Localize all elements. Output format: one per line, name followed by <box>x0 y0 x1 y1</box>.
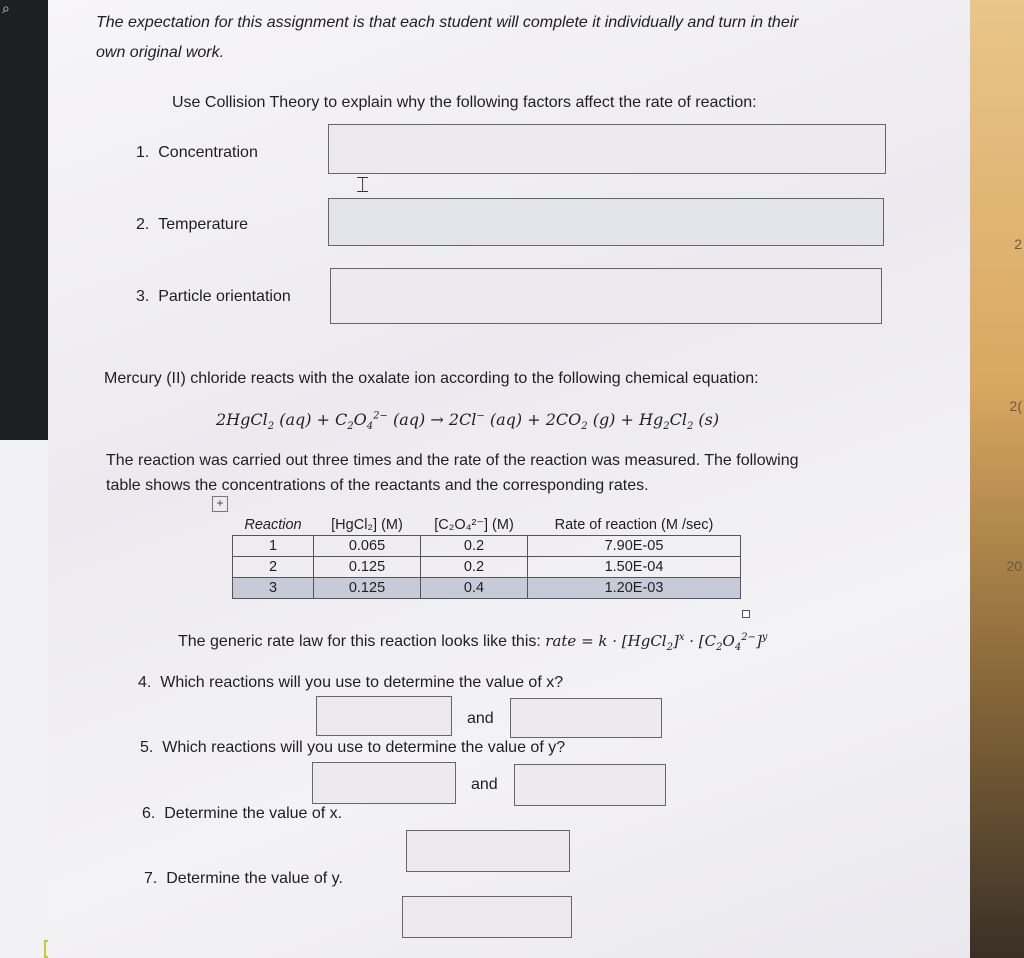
question-5 <box>140 739 565 757</box>
item-2-number: 2. <box>136 216 150 233</box>
edge-number: 2( <box>1009 398 1022 414</box>
item-3 <box>136 288 291 306</box>
table-cell: 0.4 <box>421 578 528 599</box>
intro-line-2: own original work. <box>96 44 225 61</box>
header-reaction: Reaction <box>244 517 302 533</box>
right-background <box>970 0 1024 958</box>
question-7 <box>144 870 343 888</box>
collision-heading: Use Collision Theory to explain why the following factors affect the rate of reaction: <box>172 94 757 111</box>
question-4-number: 4. <box>138 674 152 691</box>
left-window-strip <box>0 0 48 958</box>
description-line-2: table shows the concentrations of the reactants and the corresponding rates. <box>106 477 649 494</box>
description-line-1: The reaction was carried out three times and the rate of the reaction was measured. The following <box>106 452 799 469</box>
item-1-label: Concentration <box>158 144 258 161</box>
table-cell: 0.2 <box>421 536 528 557</box>
header-rate: Rate of reaction (M /sec) <box>554 517 714 533</box>
q5-connector: and <box>471 776 498 793</box>
q7-answer-box[interactable] <box>402 896 572 938</box>
item-2-label: Temperature <box>158 216 249 233</box>
left-dark-panel <box>0 0 48 440</box>
table-move-handle-icon[interactable]: + <box>212 496 228 512</box>
question-6-number: 6. <box>142 805 156 822</box>
item-3-label: Particle orientation <box>158 288 291 305</box>
q4-connector: and <box>467 710 494 727</box>
item-1-number: 1. <box>136 144 150 161</box>
table-cell: 2 <box>233 557 314 578</box>
q5-answer-box-2[interactable] <box>514 764 666 806</box>
table-cell: 0.2 <box>421 557 528 578</box>
intro-line-1: The expectation for this assignment is that each student will complete it individually and turn in their <box>96 14 799 31</box>
rate-law-line <box>178 632 767 653</box>
edge-number: 2 <box>1014 236 1022 252</box>
rates-table <box>232 515 741 599</box>
table-cell: 3 <box>233 578 314 599</box>
question-4 <box>138 674 563 692</box>
table-row <box>233 578 741 599</box>
table-cell: 1 <box>233 536 314 557</box>
chemical-equation: 2HgCl$_2$ $(aq) + C_2O_4^{2-}$ (aq) → 2Cl− $(aq) + 2CO_2$ $(g) + Hg_2Cl_2$ (s) <box>216 410 720 433</box>
question-5-number: 5. <box>140 739 154 756</box>
question-7-number: 7. <box>144 870 158 887</box>
mercury-intro: Mercury (II) chloride reacts with the oxalate ion according to the following chemical equation: <box>104 370 759 387</box>
rate-law-text: The generic rate law for this reaction looks like this: <box>178 633 541 650</box>
temperature-answer-box[interactable] <box>328 198 884 246</box>
question-6 <box>142 805 342 823</box>
table-cell: 1.50E-04 <box>528 557 741 578</box>
table-cell: 7.90E-05 <box>528 536 741 557</box>
table-cell: 1.20E-03 <box>528 578 741 599</box>
item-2 <box>136 216 248 234</box>
header-c2o4: [C₂O₄²⁻] (M) <box>434 517 514 533</box>
table-resize-handle-icon[interactable] <box>742 610 750 618</box>
table-row <box>233 557 741 578</box>
orientation-answer-box[interactable] <box>330 268 882 324</box>
question-5-text: Which reactions will you use to determine the value of y? <box>162 739 566 756</box>
table-row <box>233 536 741 557</box>
rate-law-formula: rate = k · [HgCl$_2$]$^x$ · $[C_2O_4^{2-}]^y$ <box>545 632 768 653</box>
item-1 <box>136 144 258 162</box>
item-3-number: 3. <box>136 288 150 305</box>
q6-answer-box[interactable] <box>406 830 570 872</box>
q4-answer-box-1[interactable] <box>316 696 452 736</box>
table-header-row <box>233 515 741 536</box>
table-cell: 0.125 <box>314 557 421 578</box>
text-cursor-icon: ⌶ <box>356 172 370 197</box>
q4-answer-box-2[interactable] <box>510 698 662 738</box>
left-light-panel <box>0 440 48 958</box>
table-cell: 0.065 <box>314 536 421 557</box>
header-hgcl2: [HgCl₂] (M) <box>331 517 403 533</box>
concentration-answer-box[interactable] <box>328 124 886 174</box>
search-icon[interactable]: ⌕ <box>2 0 10 16</box>
question-4-text: Which reactions will you use to determine the value of x? <box>160 674 564 691</box>
table-cell: 0.125 <box>314 578 421 599</box>
question-7-text: Determine the value of y. <box>166 870 343 887</box>
question-6-text: Determine the value of x. <box>164 805 343 822</box>
q5-answer-box-1[interactable] <box>312 762 456 804</box>
edge-number: 20 <box>1006 558 1022 574</box>
